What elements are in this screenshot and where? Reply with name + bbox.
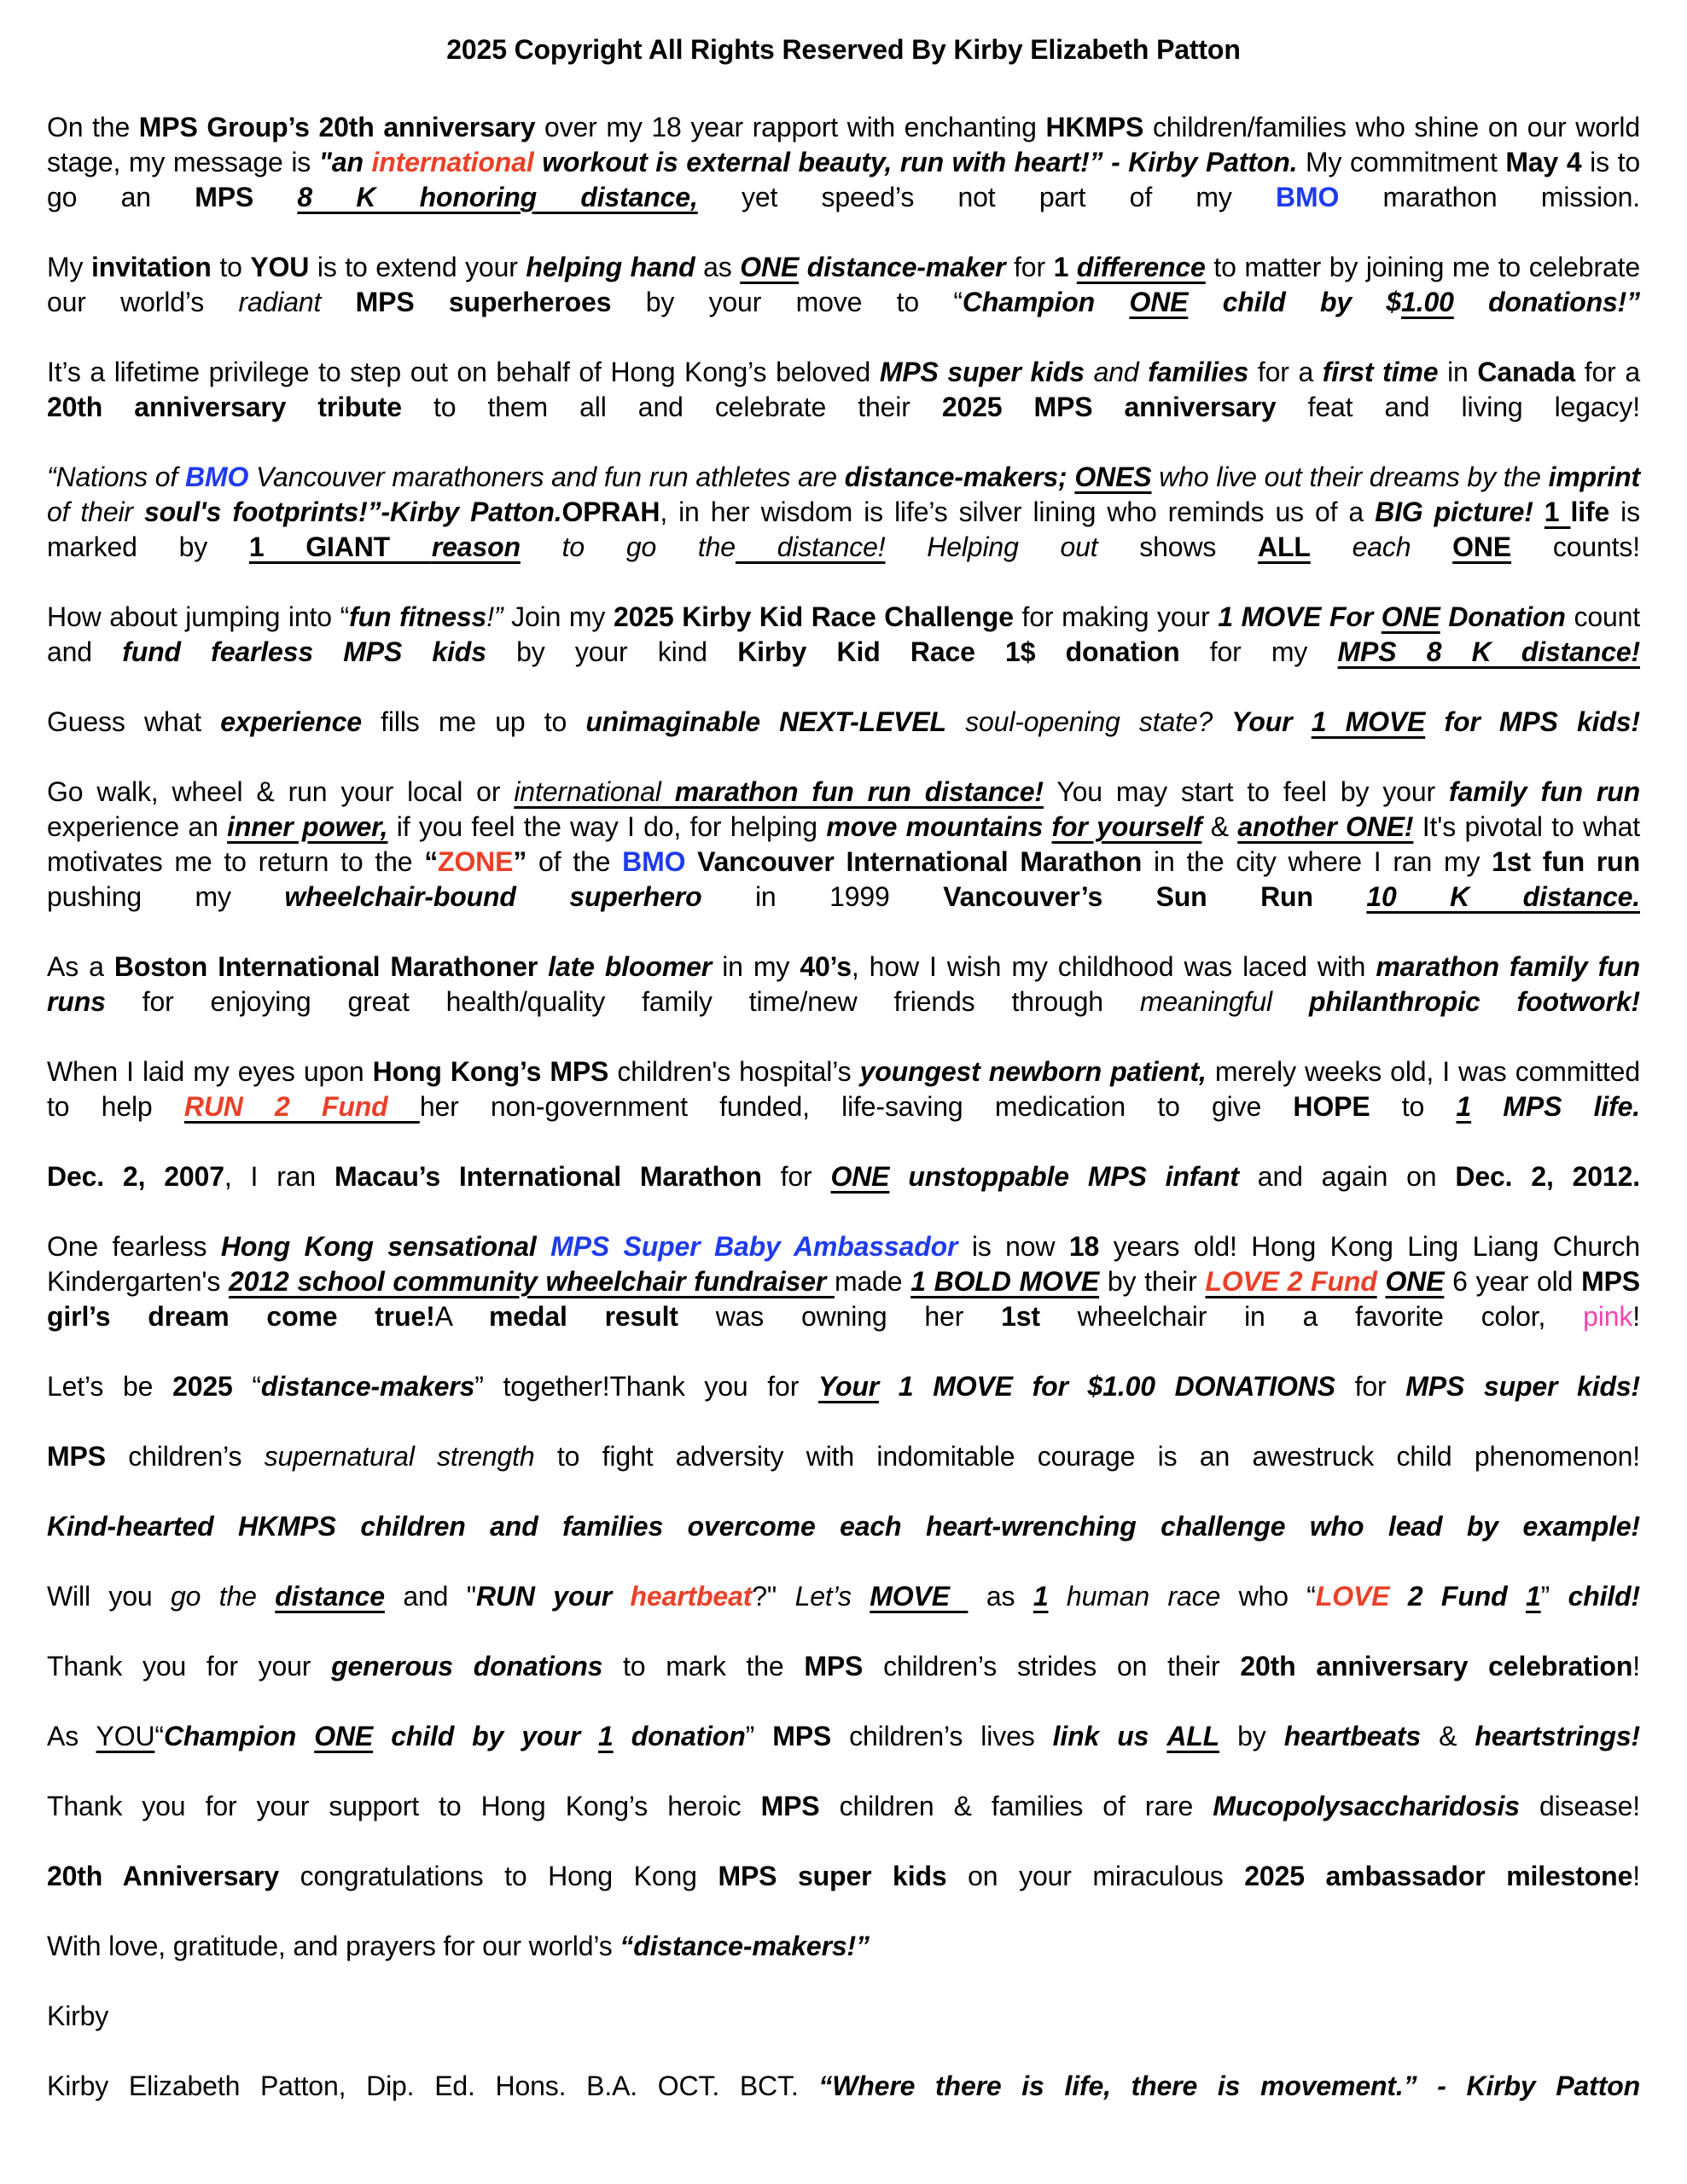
text-run bbox=[612, 1581, 630, 1612]
text-run: ” bbox=[745, 1721, 773, 1751]
text-run: as bbox=[695, 252, 741, 282]
text-run: each bbox=[1310, 531, 1411, 562]
text-run: BMO bbox=[185, 462, 249, 492]
text-run: 1st bbox=[1001, 1301, 1040, 1332]
text-run: counts! bbox=[1511, 531, 1640, 562]
text-run: Let’s be bbox=[47, 1371, 173, 1402]
text-run: international bbox=[514, 776, 661, 807]
text-run: With love, gratitude, and prayers for our world’s bbox=[47, 1931, 620, 1961]
text-run: & bbox=[1421, 1721, 1475, 1751]
text-run: shows bbox=[1097, 531, 1259, 562]
text-run: by their bbox=[1099, 1266, 1206, 1297]
text-run bbox=[1149, 1721, 1166, 1751]
text-run: 1 bbox=[1544, 497, 1571, 527]
text-run: over my 18 year rapport with enchanting bbox=[535, 112, 1046, 142]
text-run: “ bbox=[232, 1371, 261, 1402]
paragraph bbox=[47, 1439, 1640, 1474]
paragraph bbox=[47, 1054, 1648, 1124]
text-run: go the bbox=[171, 1581, 276, 1612]
text-run: for bbox=[1335, 1371, 1406, 1402]
text-run bbox=[538, 951, 548, 982]
text-run: 1 GIANT bbox=[248, 531, 432, 562]
text-run: As bbox=[47, 1721, 96, 1751]
text-run: children’s lives bbox=[831, 1721, 1053, 1751]
text-run: soul's footprints!” bbox=[143, 497, 381, 527]
text-run: feat and living legacy! bbox=[1276, 392, 1640, 422]
text-run: Boston International Marathoner bbox=[113, 951, 538, 982]
text-run: 1.00 bbox=[1401, 287, 1454, 317]
text-run: Canada bbox=[1477, 357, 1576, 387]
text-run: Kirby Elizabeth Patton, Dip. Ed. Hons. B.A. OCT. BCT. bbox=[47, 2071, 819, 2101]
text-run: fills me up to bbox=[361, 706, 586, 737]
text-run: human race bbox=[1048, 1581, 1221, 1612]
text-run: ” bbox=[1540, 1581, 1550, 1612]
text-run: 1 bbox=[598, 1721, 614, 1751]
text-run: in 1999 bbox=[701, 881, 944, 912]
text-run: distance-makers; bbox=[844, 462, 1067, 492]
text-run: in bbox=[1438, 357, 1478, 387]
text-run: donation bbox=[613, 1721, 746, 1751]
text-run: You may start to feel by your bbox=[1043, 776, 1449, 807]
text-run: My commitment bbox=[1297, 147, 1506, 177]
text-run: ! bbox=[1632, 1861, 1640, 1891]
text-run: together!Thank you for bbox=[483, 1371, 818, 1402]
text-run: to fight adversity with indomitable courage is an awestruck child phenomenon! bbox=[534, 1441, 1640, 1472]
text-run: international bbox=[371, 147, 534, 177]
text-run: Vancouver International Marathon bbox=[685, 846, 1143, 877]
text-run bbox=[946, 706, 965, 737]
text-run: her non-government funded, life-saving medication to give bbox=[419, 1091, 1294, 1122]
text-run: for making your bbox=[1013, 601, 1219, 632]
text-run: Vancouver’s Sun Run bbox=[943, 881, 1313, 912]
paragraph bbox=[47, 1229, 1648, 1334]
text-run: children's hospital’s bbox=[608, 1056, 860, 1087]
text-run: 1 BOLD MOVE bbox=[910, 1266, 1100, 1297]
text-run: ONE bbox=[1381, 601, 1440, 632]
text-run: As a bbox=[47, 951, 114, 982]
text-run: 2012 school community wheelchair fundraiser bbox=[229, 1266, 835, 1297]
text-run: 20th anniversary tribute bbox=[47, 392, 402, 422]
text-run: imprint bbox=[1548, 462, 1640, 492]
text-run: MPS Super Baby Ambassador bbox=[550, 1231, 958, 1262]
text-run: “Nations of bbox=[47, 462, 185, 492]
text-run: YOU bbox=[250, 252, 310, 282]
text-run: late bloomer bbox=[548, 951, 713, 982]
text-run: for bbox=[1005, 252, 1054, 282]
text-run: for MPS kids! bbox=[1425, 706, 1640, 737]
text-run: Vancouver marathoners and fun run athletes are bbox=[248, 462, 845, 492]
text-run: to mark the bbox=[602, 1651, 805, 1682]
paragraph bbox=[47, 1789, 1640, 1824]
text-run: 1 bbox=[1525, 1581, 1541, 1612]
text-run: 20th anniversary celebration bbox=[1240, 1651, 1633, 1682]
text-run: Champion bbox=[163, 1721, 315, 1751]
text-run: is marked by bbox=[47, 497, 1648, 562]
text-run: ! bbox=[1632, 1651, 1640, 1682]
text-run: workout is external beauty, run with heart!” - Kirby Patton. bbox=[533, 147, 1298, 177]
text-run: 10 K distance. bbox=[1366, 881, 1640, 912]
paragraph bbox=[47, 705, 1640, 740]
paragraph bbox=[47, 1159, 1640, 1194]
text-run: helping hand bbox=[526, 252, 695, 282]
text-run: Will you bbox=[47, 1581, 171, 1612]
paragraph bbox=[47, 1859, 1640, 1894]
text-run bbox=[1533, 497, 1544, 527]
text-run: families bbox=[1148, 357, 1249, 387]
text-run: Mucopolysaccharidosis bbox=[1213, 1791, 1520, 1821]
text-run bbox=[1272, 986, 1309, 1017]
text-run: It’s a lifetime privilege to step out on behalf of Hong Kong’s beloved bbox=[47, 357, 880, 387]
text-run: ONE bbox=[830, 1161, 890, 1192]
text-run: for bbox=[761, 1161, 831, 1192]
text-run: marathon mission. bbox=[1339, 182, 1640, 212]
text-run: 40’s bbox=[800, 951, 852, 982]
text-run: invitation bbox=[90, 252, 212, 282]
text-run: Hong Kong’s MPS bbox=[372, 1056, 609, 1087]
text-run: 2025 Kirby Kid Race Challenge bbox=[613, 601, 1014, 632]
text-run: another ONE! bbox=[1237, 811, 1414, 842]
text-run: Macau’s International Marathon bbox=[334, 1161, 762, 1192]
text-run: for a bbox=[1248, 357, 1323, 387]
text-run: for enjoying great health/quality family time/new friends through bbox=[105, 986, 1140, 1017]
text-run: It's pivotal to what motivates me to return to the bbox=[47, 811, 1648, 877]
text-run: generous donations bbox=[331, 1651, 603, 1682]
text-run: pink bbox=[1583, 1301, 1633, 1332]
text-run: heartbeat bbox=[630, 1581, 753, 1612]
text-run: heartstrings! bbox=[1475, 1721, 1640, 1751]
text-run: 2 Fund bbox=[1389, 1581, 1526, 1612]
text-run bbox=[1313, 881, 1367, 912]
text-run: child by $ bbox=[1188, 287, 1402, 317]
text-run bbox=[1043, 811, 1051, 842]
text-run: medal result bbox=[488, 1301, 678, 1332]
text-run: Kirby bbox=[47, 2001, 109, 2031]
text-run: heartbeats bbox=[1283, 1721, 1422, 1751]
text-run: 20th Anniversary bbox=[47, 1861, 279, 1891]
text-run bbox=[1377, 1266, 1386, 1297]
text-run: was owning her bbox=[678, 1301, 1002, 1332]
text-run: MPS bbox=[804, 1651, 864, 1682]
text-run: Dec. 2, 2007 bbox=[47, 1161, 224, 1192]
text-run bbox=[1213, 706, 1231, 737]
text-run: is to extend your bbox=[309, 252, 526, 282]
text-run: meaningful bbox=[1139, 986, 1272, 1017]
text-run: Let’s bbox=[794, 1581, 870, 1612]
text-run: ” bbox=[474, 1371, 484, 1402]
text-run: 1 MOVE For bbox=[1218, 601, 1382, 632]
text-run: radiant bbox=[238, 287, 322, 317]
text-run: ALL bbox=[1258, 531, 1311, 562]
text-run: 8 K honoring distance, bbox=[297, 182, 698, 212]
text-run: of the bbox=[526, 846, 623, 877]
text-run: to bbox=[1370, 1091, 1457, 1122]
text-run: ONES bbox=[1074, 462, 1152, 492]
text-run: for yourself bbox=[1051, 811, 1202, 842]
text-run: ?" bbox=[752, 1581, 795, 1612]
text-run: 1st fun run bbox=[1492, 846, 1640, 877]
text-run: 1 bbox=[1456, 1091, 1472, 1122]
text-run: MPS life. bbox=[1471, 1091, 1640, 1122]
paragraph bbox=[47, 2069, 1640, 2104]
text-run: MPS bbox=[772, 1721, 832, 1751]
text-run: “Where there is life, there is movement.” - Kirby Patton bbox=[818, 2071, 1640, 2101]
text-run: OPRAH bbox=[561, 497, 660, 527]
text-run: MPS super kids bbox=[879, 357, 1085, 387]
paragraph bbox=[47, 1509, 1640, 1544]
text-run: Join my bbox=[503, 601, 614, 632]
text-run: child by your bbox=[373, 1721, 599, 1751]
text-run: May 4 bbox=[1505, 147, 1582, 177]
text-run: On the bbox=[47, 112, 139, 142]
text-run: 6 year old bbox=[1444, 1266, 1582, 1297]
text-run: Thank you for your bbox=[47, 1651, 332, 1682]
text-run: who live out their dreams by the bbox=[1151, 462, 1549, 492]
text-run: wheelchair in a favorite color, bbox=[1039, 1301, 1584, 1332]
text-run: on your miraculous bbox=[946, 1861, 1245, 1891]
text-run: 1 bbox=[1033, 1581, 1049, 1612]
text-run: donations!” bbox=[1453, 287, 1640, 317]
document-title: 2025 Copyright All Rights Reserved By Kirby Elizabeth Patton bbox=[446, 34, 1241, 65]
text-run: link us bbox=[1052, 1721, 1149, 1751]
text-run: for my bbox=[1179, 636, 1338, 667]
text-run: MPS Group’s 20th anniversary bbox=[138, 112, 536, 142]
text-run: ONE bbox=[740, 252, 800, 282]
text-run: unstoppable MPS infant bbox=[889, 1161, 1239, 1192]
text-run: Hong Kong sensational bbox=[220, 1231, 551, 1262]
text-run: MPS 8 K distance! bbox=[1337, 636, 1640, 667]
text-run: ALL bbox=[1166, 1721, 1220, 1751]
text-run: and again on bbox=[1238, 1161, 1456, 1192]
text-run: by bbox=[1219, 1721, 1284, 1751]
text-run: distance-maker bbox=[799, 252, 1006, 282]
text-run: ” bbox=[513, 846, 527, 877]
paragraph bbox=[47, 1649, 1640, 1684]
text-run: supernatural strength bbox=[264, 1441, 535, 1472]
text-run: MPS super kids bbox=[718, 1861, 947, 1891]
text-run: & bbox=[1201, 811, 1238, 842]
text-run: child! bbox=[1550, 1581, 1641, 1612]
text-run: YOU bbox=[96, 1721, 155, 1751]
text-run: life bbox=[1570, 497, 1610, 527]
text-run: 18 bbox=[1068, 1231, 1100, 1262]
text-run: , how I wish my childhood was laced with bbox=[851, 951, 1376, 982]
text-run: marathon family fun runs bbox=[47, 951, 1648, 1017]
text-run: move mountains bbox=[826, 811, 1044, 842]
paragraph bbox=[47, 355, 1648, 425]
text-run: reason bbox=[431, 531, 521, 562]
text-run: made bbox=[834, 1266, 911, 1297]
text-run: "an bbox=[318, 147, 372, 177]
text-run bbox=[321, 287, 355, 317]
text-run: years old! Hong Kong Ling Liang Church Kindergarten's bbox=[47, 1231, 1648, 1297]
text-run: first time bbox=[1322, 357, 1439, 387]
text-run: ONE bbox=[1452, 531, 1512, 562]
text-run: 2025 ambassador milestone bbox=[1244, 1861, 1633, 1891]
text-run: distance bbox=[275, 1581, 385, 1612]
text-run: children & families of rare bbox=[819, 1791, 1213, 1821]
text-run: Donation bbox=[1440, 601, 1566, 632]
paragraph bbox=[47, 1369, 1640, 1404]
text-run: wheelchair-bound superhero bbox=[284, 881, 702, 912]
text-run: BMO bbox=[1276, 182, 1340, 212]
text-run: pushing my bbox=[47, 846, 1648, 912]
text-run: Guess what bbox=[47, 706, 221, 737]
paragraph bbox=[47, 600, 1648, 670]
text-run: by your move to “ bbox=[611, 287, 963, 317]
paragraph bbox=[47, 1719, 1640, 1754]
text-run: Go walk, wheel & run your local or bbox=[47, 776, 515, 807]
text-run: Your bbox=[817, 1371, 880, 1402]
text-run: 1 MOVE bbox=[1311, 706, 1426, 737]
text-run: inner power, bbox=[227, 811, 388, 842]
text-run: MPS bbox=[760, 1791, 820, 1821]
text-run bbox=[1411, 531, 1452, 562]
text-run: My bbox=[47, 252, 91, 282]
text-run: Helping out bbox=[885, 531, 1098, 562]
text-run: as bbox=[968, 1581, 1033, 1612]
text-run: HKMPS bbox=[1045, 112, 1144, 142]
text-run: for a bbox=[1575, 357, 1648, 387]
text-run: When I laid my eyes upon bbox=[47, 1056, 373, 1087]
text-run: fun fitness bbox=[349, 601, 487, 632]
text-run: ONE bbox=[1385, 1266, 1445, 1297]
text-run: to go the bbox=[520, 531, 736, 562]
text-run: ! bbox=[1632, 1301, 1641, 1332]
document-page bbox=[47, 32, 1648, 2104]
text-run: by your kind bbox=[486, 636, 738, 667]
text-run: Kind-hearted HKMPS children and families overcome each heart-wrenching challenge who lead by example! bbox=[47, 1511, 1640, 1542]
text-run: children/families who shine on our world stage, my message is bbox=[47, 112, 1648, 177]
document-body bbox=[47, 110, 1648, 2104]
text-run: is to go an bbox=[47, 147, 1648, 212]
text-run: RUN your bbox=[475, 1581, 613, 1612]
text-run: 1 bbox=[1053, 252, 1077, 282]
text-run: How about jumping into “ bbox=[47, 601, 350, 632]
text-run: BMO bbox=[622, 846, 686, 877]
text-run: A bbox=[434, 1301, 489, 1332]
text-run: BIG picture! bbox=[1375, 497, 1533, 527]
text-run: 1 MOVE for $1.00 DONATIONS bbox=[879, 1371, 1335, 1402]
text-run: philanthropic footwork! bbox=[1308, 986, 1640, 1017]
text-run: “distance-makers!” bbox=[620, 1931, 870, 1961]
text-run: if you feel the way I do, for helping bbox=[387, 811, 827, 842]
text-run: distance-makers bbox=[260, 1371, 475, 1402]
text-run: is now bbox=[957, 1231, 1069, 1262]
paragraph bbox=[47, 250, 1648, 320]
text-run: soul-opening state? bbox=[965, 706, 1213, 737]
text-run: distance! bbox=[735, 531, 886, 562]
paragraph bbox=[47, 950, 1648, 1019]
text-run: experience bbox=[220, 706, 362, 737]
text-run: disease! bbox=[1519, 1791, 1641, 1821]
text-run: Dec. 2, 2012. bbox=[1455, 1161, 1640, 1192]
text-run: ZONE bbox=[438, 846, 514, 877]
text-run: children’s strides on their bbox=[863, 1651, 1241, 1682]
text-run: who “ bbox=[1220, 1581, 1316, 1612]
text-run: yet speed’s not part of my bbox=[697, 182, 1277, 212]
text-run: 2025 bbox=[172, 1371, 233, 1402]
text-run: MPS bbox=[195, 182, 298, 212]
text-run: difference bbox=[1076, 252, 1206, 282]
text-run: “ bbox=[154, 1721, 164, 1751]
text-run: -Kirby Patton. bbox=[381, 497, 562, 527]
text-run: in the city where I ran my bbox=[1142, 846, 1492, 877]
text-run: of their bbox=[47, 462, 1648, 527]
text-run: ONE bbox=[314, 1721, 374, 1751]
paragraph bbox=[47, 110, 1648, 215]
text-run: Champion bbox=[962, 287, 1130, 317]
text-run: to matter by joining me to celebrate our world’s bbox=[47, 252, 1648, 317]
text-run: MOVE bbox=[870, 1581, 969, 1612]
text-run: LOVE 2 Fund bbox=[1205, 1266, 1377, 1297]
text-run: Your bbox=[1231, 706, 1312, 737]
paragraph bbox=[47, 1999, 1640, 2034]
text-run: MPS bbox=[47, 1441, 106, 1472]
text-run: , I ran bbox=[224, 1161, 334, 1192]
text-run: fund fearless MPS kids bbox=[122, 636, 486, 667]
text-run: count and bbox=[47, 601, 1648, 667]
text-run: LOVE bbox=[1315, 1581, 1390, 1612]
text-run: and " bbox=[384, 1581, 476, 1612]
text-run: to bbox=[211, 252, 251, 282]
text-run: !” bbox=[486, 601, 503, 632]
text-run: ONE bbox=[1129, 287, 1189, 317]
text-run: MPS super kids! bbox=[1405, 1371, 1640, 1402]
text-run: Thank you for your support to Hong Kong’s heroic bbox=[47, 1791, 761, 1821]
text-run: congratulations to Hong Kong bbox=[279, 1861, 718, 1891]
text-run: family fun run bbox=[1448, 776, 1640, 807]
text-run: marathon fun run distance! bbox=[660, 776, 1044, 807]
text-run: children’s bbox=[105, 1441, 265, 1472]
text-run: and bbox=[1084, 357, 1149, 387]
text-run: 2025 MPS anniversary bbox=[941, 392, 1277, 422]
text-run: RUN 2 Fund bbox=[183, 1091, 420, 1122]
text-run: experience an bbox=[47, 776, 1648, 842]
text-run: to them all and celebrate their bbox=[401, 392, 942, 422]
text-run: HOPE bbox=[1293, 1091, 1370, 1122]
paragraph bbox=[47, 1579, 1640, 1614]
paragraph bbox=[47, 460, 1648, 565]
text-run: unimaginable NEXT-LEVEL bbox=[585, 706, 946, 737]
text-run: youngest newborn patient, bbox=[859, 1056, 1207, 1087]
text-run: merely weeks old, I was committed to help bbox=[47, 1056, 1648, 1122]
paragraph bbox=[47, 775, 1648, 915]
text-run: MPS girl’s dream come true! bbox=[47, 1266, 1648, 1332]
paragraph bbox=[47, 1929, 1640, 1964]
text-run: “ bbox=[424, 846, 439, 877]
text-run: , in her wisdom is life’s silver lining who reminds us of a bbox=[660, 497, 1376, 527]
text-run: MPS superheroes bbox=[355, 287, 612, 317]
text-run: in my bbox=[712, 951, 800, 982]
text-run: One fearless bbox=[47, 1231, 221, 1262]
text-run: Kirby Kid Race 1$ donation bbox=[737, 636, 1180, 667]
